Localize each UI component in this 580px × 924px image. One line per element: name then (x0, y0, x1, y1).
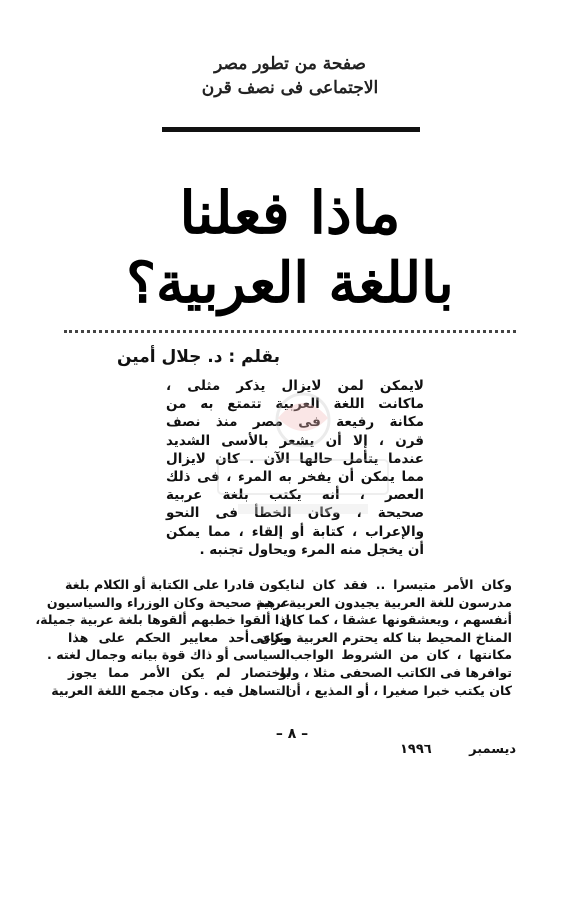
lead-line: لايمكن لمن لايزال يذكر مثلى ، (166, 378, 424, 394)
issue-date (400, 736, 516, 762)
header-underline (162, 127, 420, 132)
lead-line: قرن ، إلا أن يشعر بالأسى الشديد (166, 432, 424, 449)
lead-line: العصر ، أنه يكتب بلغة عربية (166, 487, 424, 504)
issue-year: ١٩٩٦ (400, 742, 432, 757)
lead-line: مكانة رفيعة فى مصر منذ نصف (166, 414, 424, 431)
lead-line: أن يخجل منه المرء ويحاول تجنبه . (199, 541, 424, 558)
lead-line: عندما يتأمل حالها الآن . كان لايزال (166, 450, 424, 467)
body-line: السياسى أو ذاك قوة بيانه وجمال لغته . (47, 647, 290, 663)
article-title-line-2: باللغة العربية؟ (126, 250, 454, 316)
lead-paragraph (166, 377, 424, 559)
dotted-divider (64, 330, 516, 333)
issue-month: ديسمبر (469, 742, 516, 757)
body-line: إذا ألقوا خطبهم ألقوها بلغة عربية جميلة، (35, 612, 290, 628)
body-line: مكانتها ، كان من الشروط الواجب (290, 647, 512, 663)
crescent-icon (444, 736, 466, 760)
section-header-line: صفحة من تطور مصر (214, 54, 366, 74)
body-line: يكون قادرا على الكتابة أو الكلام بلغة (64, 577, 290, 592)
page-number: – ٨ – (275, 726, 309, 742)
lead-line: والإعراب ، كتابة أو إلقاء ، مما يمكن (166, 523, 424, 540)
author-byline: بقلم : د. جلال أمين (116, 347, 280, 367)
body-column-left (35, 576, 290, 699)
lead-line: صحيحة ، وكان الخطأ فى النحو (166, 505, 424, 522)
body-line: وكان أحد معايير الحكم على هذا (68, 629, 290, 645)
body-line: باختصار لم يكن الأمر مما يجوز (68, 664, 290, 680)
lead-line: مما يمكن أن يفخر به المرء ، فى ذلك (166, 469, 424, 486)
body-line: عربية صحيحة وكان الوزراء والسياسيون (46, 594, 290, 610)
body-line: التساهل فيه . وكان مجمع اللغة العربية (51, 682, 290, 698)
body-line: مدرسون للغة العربية يجيدون العربية ، هم (256, 594, 512, 610)
section-header (164, 52, 416, 122)
section-header-line: الاجتماعى فى نصف قرن (201, 78, 379, 98)
article-title-line-1: ماذا فعلنا (179, 179, 401, 247)
body-line: توافرها فى الكاتب الصحفى مثلا ، ولو (278, 664, 512, 680)
body-line: وكان الأمر متيسرا .. فقد كان لنا (290, 577, 512, 592)
lead-line: ماكانت اللغة العربية تتمتع به من (166, 396, 424, 413)
body-line: المناخ المحيط بنا كله يحترم العربية ويرعى (250, 629, 512, 645)
body-line: أنفسهم ، ويعشقونها عشقا ، كما كان (281, 612, 512, 628)
body-line: كان يكتب خبرا صغيرا ، أو المذيع ، أن (285, 682, 512, 698)
body-column-right (250, 576, 512, 699)
